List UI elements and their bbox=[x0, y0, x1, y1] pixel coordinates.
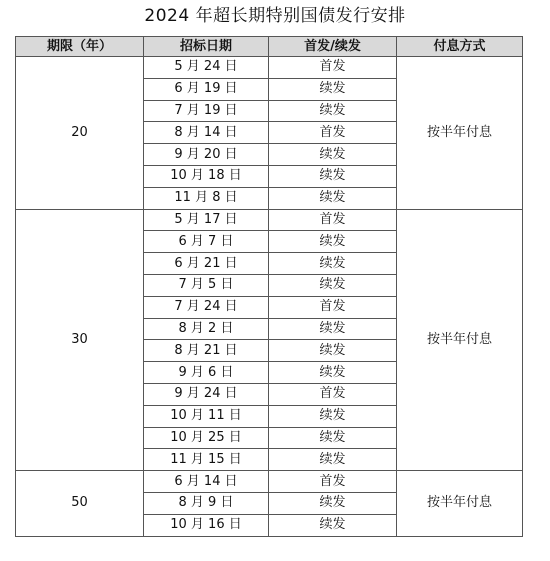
auction-date-cell: 10 月 25 日 bbox=[144, 427, 269, 449]
issue-type-cell: 续发 bbox=[269, 78, 397, 100]
auction-date-cell: 11 月 8 日 bbox=[144, 187, 269, 209]
issue-type-cell: 续发 bbox=[269, 449, 397, 471]
auction-date-cell: 5 月 24 日 bbox=[144, 57, 269, 79]
term-cell: 50 bbox=[16, 471, 144, 536]
table-header bbox=[16, 37, 523, 57]
header-row bbox=[16, 37, 523, 57]
auction-date-cell: 9 月 20 日 bbox=[144, 144, 269, 166]
header-auction-date: 招标日期 bbox=[144, 37, 269, 57]
issue-type-cell: 续发 bbox=[269, 362, 397, 384]
issue-type-cell: 首发 bbox=[269, 209, 397, 231]
issue-type-cell: 续发 bbox=[269, 318, 397, 340]
issue-type-cell: 续发 bbox=[269, 427, 397, 449]
issue-type-cell: 首发 bbox=[269, 471, 397, 493]
auction-date-cell: 8 月 9 日 bbox=[144, 492, 269, 514]
table-row bbox=[16, 57, 523, 79]
issuance-schedule-table bbox=[15, 36, 523, 537]
header-payment-method: 付息方式 bbox=[397, 37, 523, 57]
auction-date-cell: 8 月 21 日 bbox=[144, 340, 269, 362]
auction-date-cell: 10 月 16 日 bbox=[144, 514, 269, 536]
issue-type-cell: 续发 bbox=[269, 144, 397, 166]
auction-date-cell: 10 月 11 日 bbox=[144, 405, 269, 427]
auction-date-cell: 8 月 14 日 bbox=[144, 122, 269, 144]
table-row bbox=[16, 471, 523, 493]
issue-type-cell: 续发 bbox=[269, 274, 397, 296]
payment-method-cell: 按半年付息 bbox=[397, 57, 523, 210]
issue-type-cell: 续发 bbox=[269, 492, 397, 514]
header-term: 期限（年） bbox=[16, 37, 144, 57]
term-cell: 30 bbox=[16, 209, 144, 471]
issue-type-cell: 续发 bbox=[269, 231, 397, 253]
issue-type-cell: 首发 bbox=[269, 383, 397, 405]
issue-type-cell: 续发 bbox=[269, 187, 397, 209]
auction-date-cell: 10 月 18 日 bbox=[144, 165, 269, 187]
auction-date-cell: 5 月 17 日 bbox=[144, 209, 269, 231]
auction-date-cell: 9 月 6 日 bbox=[144, 362, 269, 384]
payment-method-cell: 按半年付息 bbox=[397, 209, 523, 471]
issue-type-cell: 首发 bbox=[269, 122, 397, 144]
term-cell: 20 bbox=[16, 57, 144, 210]
auction-date-cell: 7 月 19 日 bbox=[144, 100, 269, 122]
issue-type-cell: 续发 bbox=[269, 253, 397, 275]
document-title: 2024 年超长期特别国债发行安排 bbox=[144, 6, 406, 26]
auction-date-cell: 6 月 14 日 bbox=[144, 471, 269, 493]
auction-date-cell: 9 月 24 日 bbox=[144, 383, 269, 405]
auction-date-cell: 7 月 24 日 bbox=[144, 296, 269, 318]
issue-type-cell: 首发 bbox=[269, 296, 397, 318]
issue-type-cell: 续发 bbox=[269, 100, 397, 122]
header-issue-type: 首发/续发 bbox=[269, 37, 397, 57]
issue-type-cell: 续发 bbox=[269, 514, 397, 536]
issue-type-cell: 首发 bbox=[269, 57, 397, 79]
issue-type-cell: 续发 bbox=[269, 405, 397, 427]
auction-date-cell: 11 月 15 日 bbox=[144, 449, 269, 471]
issue-type-cell: 续发 bbox=[269, 340, 397, 362]
auction-date-cell: 7 月 5 日 bbox=[144, 274, 269, 296]
auction-date-cell: 6 月 21 日 bbox=[144, 253, 269, 275]
auction-date-cell: 8 月 2 日 bbox=[144, 318, 269, 340]
payment-method-cell: 按半年付息 bbox=[397, 471, 523, 536]
auction-date-cell: 6 月 19 日 bbox=[144, 78, 269, 100]
table-row bbox=[16, 209, 523, 231]
table-body bbox=[16, 57, 523, 537]
auction-date-cell: 6 月 7 日 bbox=[144, 231, 269, 253]
issue-type-cell: 续发 bbox=[269, 165, 397, 187]
